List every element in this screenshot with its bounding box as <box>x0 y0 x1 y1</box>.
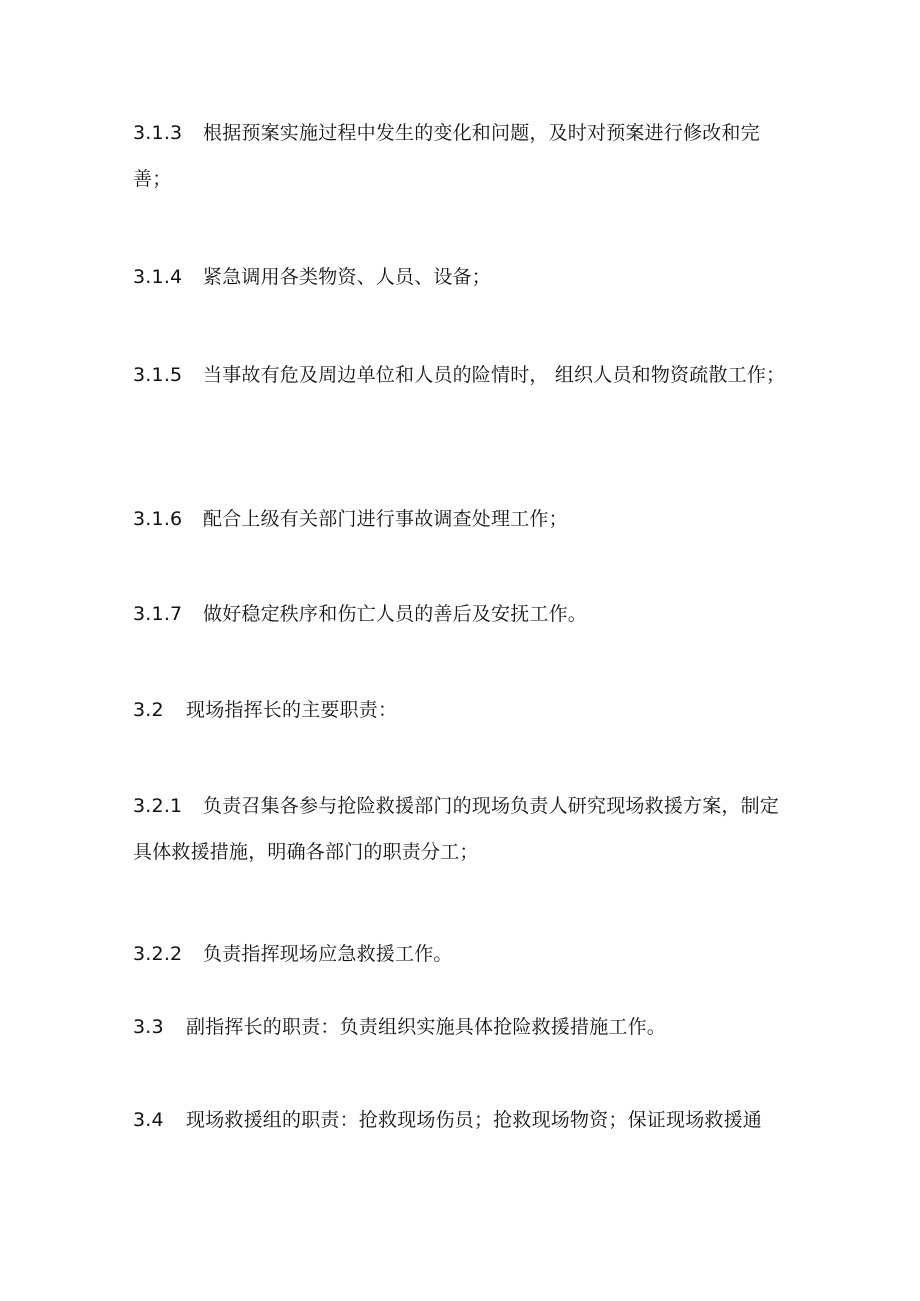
paragraph-text: 副指挥长的职责：负责组织实施具体抢险救援措施工作。 <box>186 1016 667 1038</box>
paragraph-text: 配合上级有关部门进行事故调查处理工作； <box>203 508 568 530</box>
paragraph-text: 做好稳定秩序和伤亡人员的善后及安抚工作。 <box>203 603 588 625</box>
section-number: 3.2.2 <box>133 943 183 965</box>
section-number: 3.1.4 <box>133 266 183 288</box>
paragraph-text: 现场指挥长的主要职责： <box>186 699 398 721</box>
paragraph-3-1-4 <box>133 254 793 300</box>
paragraph-3-2 <box>133 687 793 733</box>
paragraph-text: 当事故有危及周边单位和人员的险情时， 组织人员和物资疏散工作； <box>203 364 786 386</box>
paragraph-3-3 <box>133 1004 793 1050</box>
section-number: 3.1.6 <box>133 508 183 530</box>
paragraph-3-2-2 <box>133 931 793 977</box>
paragraph-3-4 <box>133 1097 793 1143</box>
section-number: 3.1.3 <box>133 122 183 144</box>
section-number: 3.1.5 <box>133 364 183 386</box>
section-number: 3.1.7 <box>133 603 183 625</box>
paragraph-text: 现场救援组的职责：抢救现场伤员；抢救现场物资；保证现场救援通 <box>186 1109 763 1131</box>
paragraph-text: 紧急调用各类物资、人员、设备； <box>203 266 492 288</box>
paragraph-text: 根据预案实施过程中发生的变化和问题，及时对预案进行修改和完善； <box>133 122 760 190</box>
paragraph-3-1-7 <box>133 591 793 637</box>
section-number: 3.4 <box>133 1109 164 1131</box>
section-number: 3.2.1 <box>133 795 183 817</box>
section-number: 3.3 <box>133 1016 164 1038</box>
paragraph-text: 负责召集各参与抢险救援部门的现场负责人研究现场救援方案，制定具体救援措施，明确各部门的职责分工； <box>133 795 780 863</box>
paragraph-text: 负责指挥现场应急救援工作。 <box>203 943 453 965</box>
paragraph-3-1-3 <box>133 110 793 202</box>
section-number: 3.2 <box>133 699 164 721</box>
paragraph-3-2-1 <box>133 783 793 875</box>
paragraph-3-1-6 <box>133 496 793 542</box>
paragraph-3-1-5 <box>133 352 793 398</box>
